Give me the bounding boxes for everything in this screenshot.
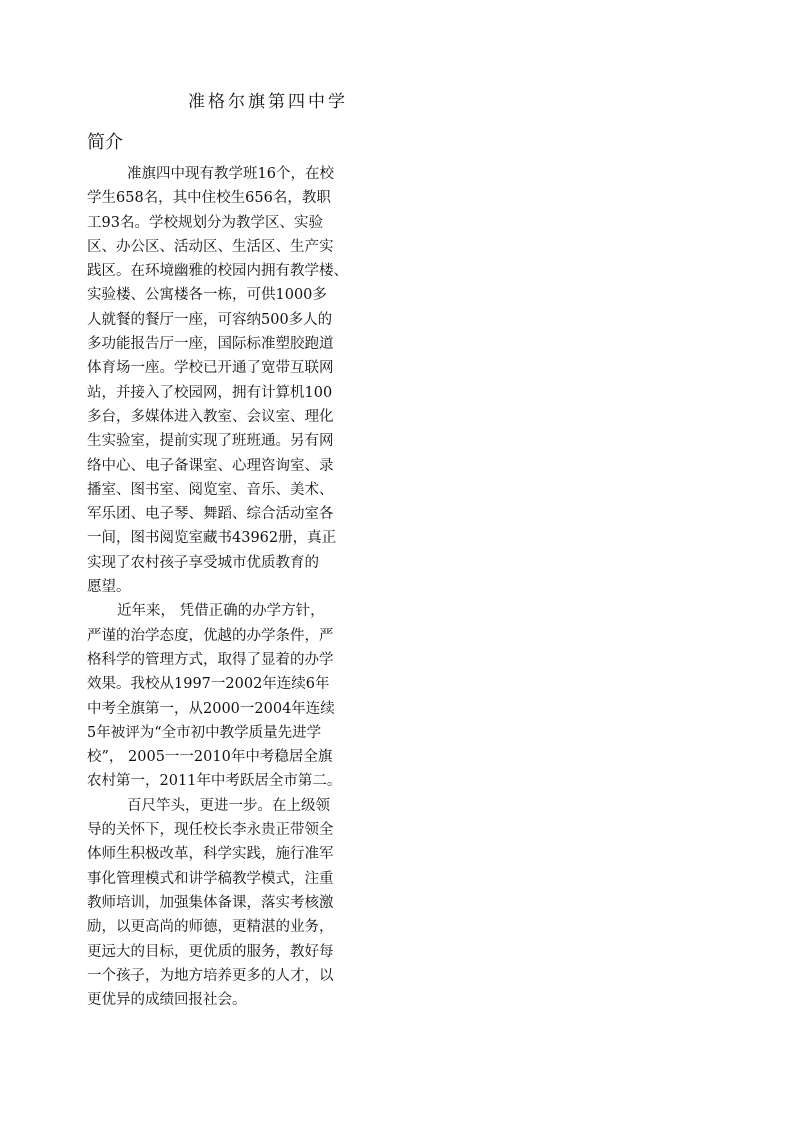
text-line: 5年被评为“全市初中教学质量先进学 bbox=[87, 724, 322, 741]
paragraph-intro bbox=[87, 162, 359, 599]
text-line: 一个孩子，为地方培养更多的人才，以 bbox=[87, 967, 334, 984]
text-line: 络中心、电子备课室、心理咨询室、录 bbox=[87, 457, 334, 474]
text-line: 一间，图书阅览室藏书43962册，真正 bbox=[87, 530, 337, 547]
text-line: 导的关怀下，现任校长李永贵正带领全 bbox=[87, 822, 334, 839]
text-line: 站，并接入了校园网，拥有计算机100 bbox=[87, 384, 333, 401]
text-line: 人就餐的餐厅一座，可容纳500多人的 bbox=[87, 311, 333, 328]
section-heading: 简介 bbox=[87, 132, 123, 153]
text-line: 生实验室，提前实现了班班通。另有网 bbox=[87, 433, 334, 450]
document-body bbox=[87, 162, 359, 1012]
text-line: 中考全旗第一，从2000一2004年连续 bbox=[87, 700, 335, 717]
text-line: 实验楼、公寓楼各一栋，可供1000多 bbox=[87, 287, 327, 304]
text-line: 格科学的管理方式，取得了显着的办学 bbox=[87, 651, 334, 668]
text-line: 校”， 2005一一2010年中考稳居全旗 bbox=[87, 749, 333, 766]
text-line: 更优异的成绩回报社会。 bbox=[87, 992, 247, 1009]
text-line: 体育场一座。学校已开通了宽带互联网 bbox=[87, 360, 334, 377]
text-line: 励，以更高尚的师德，更精湛的业务， bbox=[87, 919, 334, 936]
text-line: 效果。我校从1997一2002年连续6年 bbox=[87, 676, 330, 693]
text-line: 近年来， 凭借正确的办学方针， bbox=[117, 603, 325, 620]
text-line: 教师培训，加强集体备课，落实考核激 bbox=[87, 894, 334, 911]
text-line: 事化管理模式和讲学稿教学模式，注重 bbox=[87, 870, 334, 887]
text-line: 严谨的治学态度，优越的办学条件，严 bbox=[87, 627, 334, 644]
text-line: 实现了农村孩子享受城市优质教育的 bbox=[87, 554, 319, 571]
text-line: 百尺竿头，更进一步。在上级领 bbox=[127, 797, 330, 814]
paragraph-outlook bbox=[87, 794, 359, 1013]
text-line: 愿望。 bbox=[87, 579, 131, 596]
text-line: 工93名。学校规划分为教学区、实验 bbox=[87, 214, 323, 231]
paragraph-achievements bbox=[87, 599, 359, 793]
document-title: 准格尔旗第四中学 bbox=[188, 92, 348, 112]
text-line: 农村第一，2011年中考跃居全市第二。 bbox=[87, 773, 342, 790]
text-line: 践区。在环境幽雅的校园内拥有教学楼、 bbox=[87, 263, 348, 280]
text-line: 学生658名，其中住校生656名，教职 bbox=[87, 190, 331, 207]
text-line: 军乐团、电子琴、舞蹈、综合活动室各 bbox=[87, 506, 334, 523]
text-line: 多台，多媒体进入教室、会议室、理化 bbox=[87, 408, 334, 425]
text-line: 区、办公区、活动区、生活区、生产实 bbox=[87, 238, 334, 255]
text-line: 更远大的目标，更优质的服务，教好每 bbox=[87, 943, 334, 960]
text-line: 多功能报告厅一座，国际标准塑胶跑道 bbox=[87, 336, 334, 353]
text-line: 体师生积极改革，科学实践，施行准军 bbox=[87, 846, 334, 863]
text-line: 准旗四中现有教学班16个，在校 bbox=[127, 166, 334, 182]
text-line: 播室、图书室、阅览室、音乐、美术、 bbox=[87, 481, 334, 498]
